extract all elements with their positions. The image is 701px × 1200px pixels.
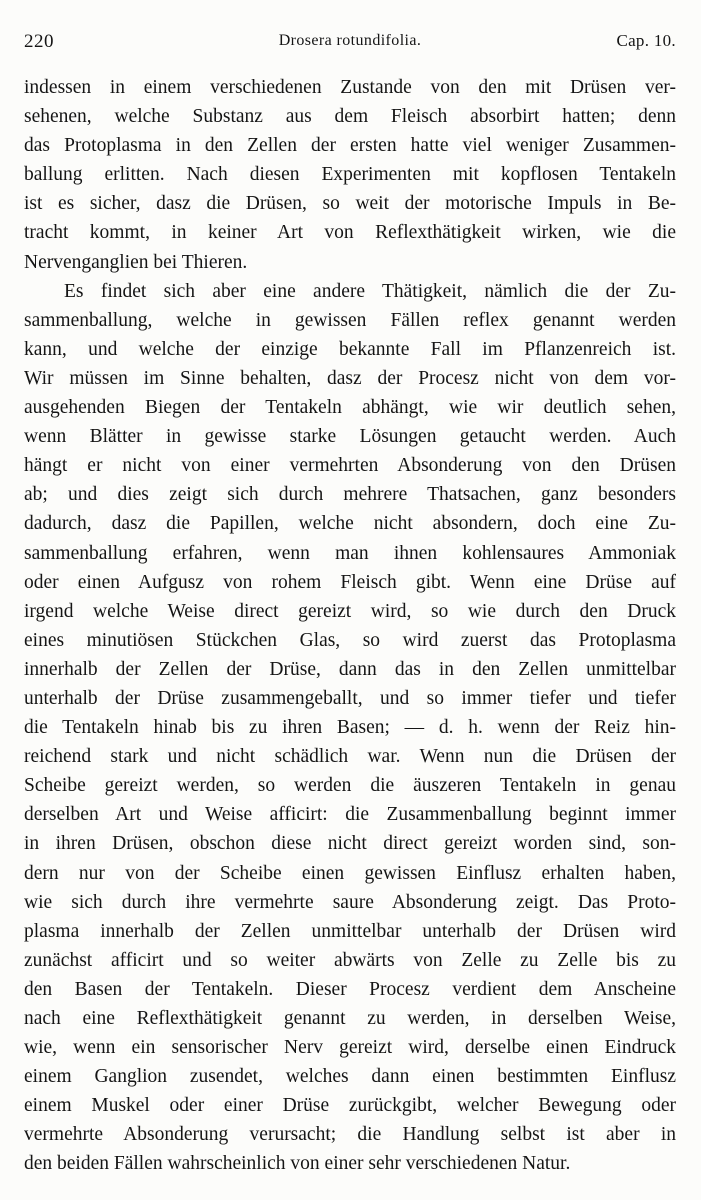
text-line: einem Muskel oder einer Drüse zurückgibt, welcher Bewegung oder (24, 1095, 676, 1117)
text-line: Nervenganglien bei Thieren. (24, 251, 248, 273)
text-line: plasma innerhalb der Zellen unmittelbar unterhalb der Drüsen wird (24, 920, 676, 942)
text-line: einem Ganglion zusendet, welches dann einen bestimmten Einflusz (24, 1066, 676, 1088)
text-line: tracht kommt, in keiner Art von Reflexthätigkeit wirken, wie die (24, 222, 676, 244)
text-line: wenn Blätter in gewisse starke Lösungen getaucht werden. Auch (24, 426, 676, 448)
text-line: indessen in einem verschiedenen Zustande von den mit Drüsen ver- (24, 77, 676, 98)
paragraph (24, 73, 676, 277)
text-line: ballung erlitten. Nach diesen Experimenten mit kopflosen Tentakeln (24, 164, 676, 186)
text-line: vermehrte Absonderung verursacht; die Handlung selbst ist aber in (24, 1124, 676, 1146)
text-line: das Protoplasma in den Zellen der ersten hatte viel weniger Zusammen- (24, 135, 676, 157)
text-line: die Tentakeln hinab bis zu ihren Basen; — d. h. wenn der Reiz hin- (24, 717, 676, 739)
text-line: Wir müssen im Sinne behalten, dasz der Procesz nicht von dem vor- (24, 367, 676, 389)
page-header (24, 31, 676, 59)
text-line: dadurch, dasz die Papillen, welche nicht absondern, doch eine Zu- (24, 513, 676, 535)
text-line: zunächst afficirt und so weiter abwärts von Zelle zu Zelle bis zu (24, 949, 676, 971)
text-line: sammenballung erfahren, wenn man ihnen kohlensaures Ammoniak (24, 542, 676, 564)
text-line: hängt er nicht von einer vermehrten Absonderung von den Drüsen (24, 455, 676, 477)
paragraph (24, 277, 676, 1179)
text-line: Scheibe gereizt werden, so werden die äuszeren Tentakeln in genau (24, 775, 676, 797)
text-line: sammenballung, welche in gewissen Fällen reflex genannt werden (24, 309, 676, 331)
text-line: wie, wenn ein sensorischer Nerv gereizt wird, derselbe einen Eindruck (24, 1037, 676, 1059)
text-line: Es findet sich aber eine andere Thätigkeit, nämlich die der Zu- (64, 280, 676, 302)
text-line: nach eine Reflexthätigkeit genannt zu werden, in derselben Weise, (24, 1008, 676, 1029)
body-text (24, 73, 676, 1179)
page-number: 220 (24, 31, 54, 52)
text-line: ausgehenden Biegen der Tentakeln abhängt, wie wir deutlich sehen, (24, 397, 676, 419)
running-title: Drosera rotundifolia. (278, 32, 422, 49)
text-line: unterhalb der Drüse zusammengeballt, und so immer tiefer und tiefer (24, 687, 676, 709)
text-line: oder einen Aufgusz von rohem Fleisch gibt. Wenn eine Drüse auf (24, 571, 676, 593)
text-line: den Basen der Tentakeln. Dieser Procesz verdient dem Anscheine (24, 978, 676, 1000)
text-line: eines minutiösen Stückchen Glas, so wird zuerst das Protoplasma (24, 629, 676, 651)
text-line: dern nur von der Scheibe einen gewissen Einflusz erhalten haben, (24, 862, 676, 884)
text-line: ab; und dies zeigt sich durch mehrere Thatsachen, ganz besonders (24, 484, 676, 506)
text-line: irgend welche Weise direct gereizt wird, so wie durch den Druck (24, 600, 676, 622)
text-line: ist es sicher, dasz die Drüsen, so weit der motorische Impuls in Be- (24, 193, 676, 215)
text-line: kann, und welche der einzige bekannte Fall im Pflanzenreich ist. (24, 338, 676, 360)
text-line: derselben Art und Weise afficirt: die Zusammenballung beginnt immer (24, 804, 676, 826)
text-line: in ihren Drüsen, obschon diese nicht direct gereizt worden sind, son- (24, 833, 676, 855)
text-line: den beiden Fällen wahrscheinlich von einer sehr verschiedenen Natur. (24, 1153, 571, 1175)
text-line: reichend stark und nicht schädlich war. Wenn nun die Drüsen der (24, 746, 676, 768)
text-line: wie sich durch ihre vermehrte saure Absonderung zeigt. Das Proto- (24, 891, 676, 913)
text-line: innerhalb der Zellen der Drüse, dann das in den Zellen unmittelbar (24, 658, 676, 680)
chapter-reference: Cap. 10. (616, 31, 676, 50)
text-line: sehenen, welche Substanz aus dem Fleisch absorbirt hatten; denn (24, 106, 676, 128)
